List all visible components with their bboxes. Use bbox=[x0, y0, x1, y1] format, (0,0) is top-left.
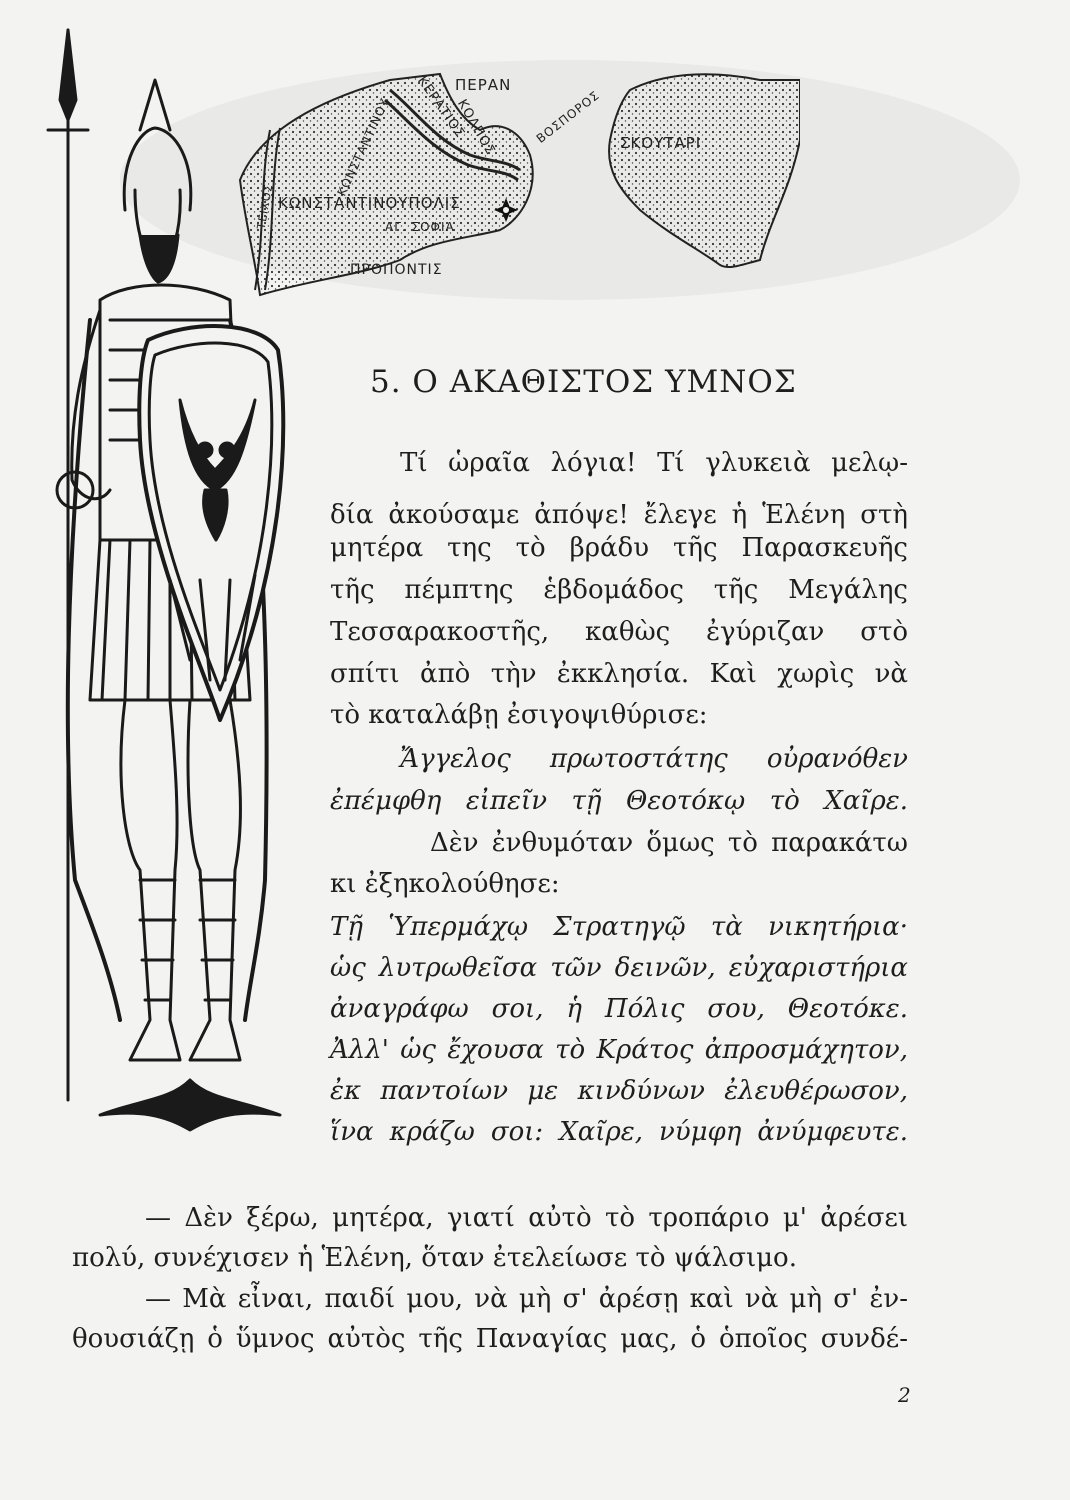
map-label-kolpos: ΚΟΛΠΟΣ bbox=[453, 96, 498, 159]
text-line: τὸ καταλάβῃ ἐσιγοψιθύρισε: bbox=[330, 700, 708, 730]
hymn-line: Τῇ Ὑπερμάχῳ Στρατηγῷ τὰ νικητήρια· bbox=[330, 912, 908, 942]
map-label-skoutari: ΣΚΟΥΤΑΡΙ bbox=[620, 134, 702, 152]
map-label-peran: ΠΕΡΑΝ bbox=[455, 76, 512, 94]
map-label-vosporos: ΒΟΣΠΟΡΟΣ bbox=[533, 88, 603, 146]
hymn-line: ἀναγράφω σοι, ἡ Πόλις σου, Θεοτόκε. bbox=[330, 994, 908, 1024]
map-label-teichos: ΤΕΙΧΟΣ bbox=[254, 182, 276, 231]
map-label-keratios: ΚΕΡΑΤΙΟΣ bbox=[414, 73, 468, 142]
map-label-agia-sofia: ΑΓ. ΣΟΦΙΑ bbox=[385, 220, 455, 234]
chapter-heading: 5. Ο ΑΚΑΘΙΣΤΟΣ ΥΜΝΟΣ bbox=[370, 364, 797, 400]
text-line: τῆς πέμπτης ἑβδομάδος τῆς Μεγάλης bbox=[330, 575, 908, 605]
text-line: δία ἀκούσαμε ἀπόψε! ἔλεγε ἡ Ἑλένη στὴ bbox=[330, 500, 908, 530]
byzantine-soldier-illustration bbox=[30, 20, 340, 1145]
text-line: σπίτι ἀπὸ τὴν ἐκκλησία. Καὶ χωρὶς νὰ bbox=[330, 659, 908, 689]
hymn-line: Ἀλλ' ὡς ἔχουσα τὸ Κράτος ἀπροσμάχητον, bbox=[330, 1035, 908, 1065]
dialogue-line: — Μὰ εἶναι, παιδί μου, νὰ μὴ σ' ἀρέσῃ καὶ νὰ μὴ σ' ἐν- bbox=[145, 1284, 908, 1314]
text-line: Τί ὡραῖα λόγια! Τί γλυκειὰ μελῳ- bbox=[400, 448, 908, 478]
dialogue-line: θουσιάζῃ ὁ ὕμνος αὐτὸς τῆς Παναγίας μας, ὁ ὁποῖος συνδέ- bbox=[72, 1324, 908, 1354]
dialogue-line: — Δὲν ξέρω, μητέρα, γιατί αὐτὸ τὸ τροπάριο μ' ἀρέσει bbox=[145, 1203, 908, 1233]
hymn-line: ἐκ παντοίων με κινδύνων ἐλευθέρωσον, bbox=[330, 1076, 908, 1106]
map-label-konstantinou: ΚΩΝΣΤΑΝΤΙΝΟΥ bbox=[334, 95, 393, 199]
hymn-line: ὡς λυτρωθεῖσα τῶν δεινῶν, εὐχαριστήρια bbox=[330, 953, 908, 983]
verse-line: Ἄγγελος πρωτοστάτης οὐρανόθεν bbox=[400, 744, 908, 774]
map-label-propontis: ΠΡΟΠΟΝΤΙΣ bbox=[350, 262, 443, 278]
dialogue-line: πολύ, συνέχισεν ἡ Ἑλένη, ὅταν ἐτελείωσε τὸ ψάλσιμο. bbox=[72, 1243, 797, 1273]
text-line: Τεσσαρακοστῆς, καθὼς ἐγύριζαν στὸ bbox=[330, 617, 908, 647]
text-line: κι ἐξηκολούθησε: bbox=[330, 869, 560, 899]
page-number: 2 bbox=[898, 1383, 911, 1407]
soldier-drawing bbox=[30, 20, 340, 1145]
map-label-konstantinoupolis: ΚΩΝΣΤΑΝΤΙΝΟΥΠΟΛΙΣ bbox=[278, 194, 461, 212]
text-line: μητέρα της τὸ βράδυ τῆς Παρασκευῆς bbox=[330, 533, 908, 563]
text-line: Δὲν ἐνθυμόταν ὅμως τὸ παρακάτω bbox=[430, 828, 908, 858]
hymn-line: ἵνα κράζω σοι: Χαῖρε, νύμφη ἀνύμφευτε. bbox=[330, 1117, 908, 1147]
verse-line: ἐπέμφθη εἰπεῖν τῇ Θεοτόκῳ τὸ Χαῖρε. bbox=[330, 786, 908, 816]
